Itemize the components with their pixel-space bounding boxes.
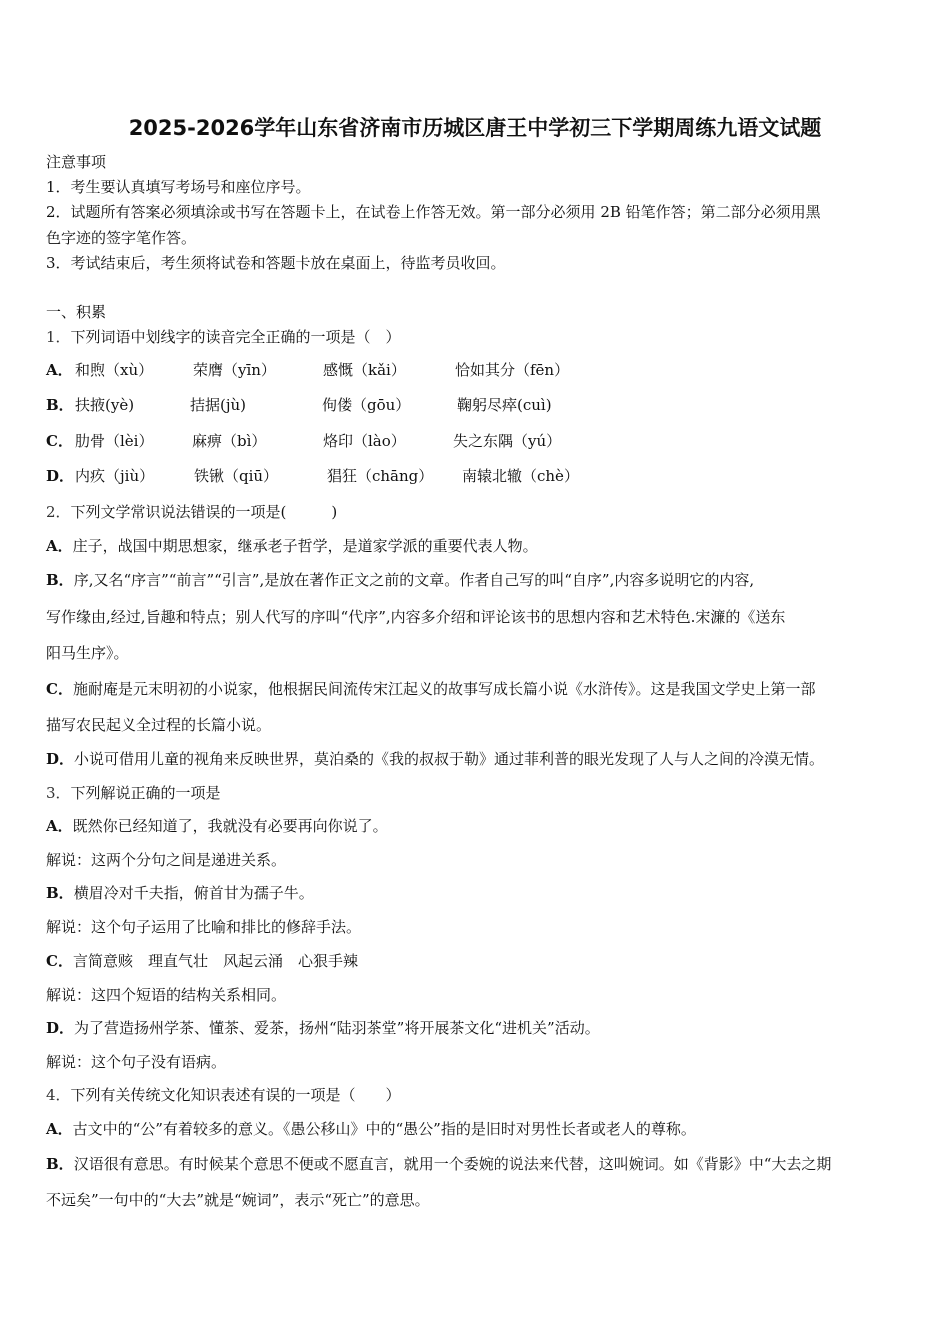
answer-line [46,816,388,836]
option-text: 描写农民起义全过程的长篇小说。 [46,716,272,734]
option-letter: B． [46,396,74,414]
option-word: 感慨（kǎi） [323,361,406,379]
answer-line [46,917,361,937]
question-number: 1． [46,328,71,346]
option-word: 鞠躬尽瘁(cuì) [457,396,552,414]
option-letter: D． [46,1019,75,1037]
option-word: 南辕北辙（chè） [462,467,579,485]
option-text: 横眉冷对千夫指，俯首甘为孺子牛。 [73,884,314,902]
option-word: 内疚（jiù） [75,467,155,485]
question-3-stem [46,783,221,803]
option-word: 恰如其分（fēn） [455,361,570,379]
option-text: 不远矣”一句中的“大去”就是“婉词”，表示“死亡”的意思。 [46,1191,430,1209]
question-number: 2． [46,503,71,521]
option-text: 为了营造扬州学茶、懂茶、爱茶，扬州“陆羽茶堂”将开展茶文化“进机关”活动。 [74,1019,600,1037]
answer-line [46,643,129,663]
option-text: 古文中的“公”有着较多的意义。《愚公移山》中的“愚公”指的是旧时对男性长者或老人的尊称。 [72,1120,696,1138]
notice-item: 色字迹的签字笔作答。 [46,229,197,247]
answer-line [46,985,286,1005]
option-letter: C． [46,680,73,698]
option-letter: A． [46,1120,73,1138]
option-letter: B． [46,571,74,589]
question-text: 下列有关传统文化知识表述有误的一项是（ ） [70,1086,401,1104]
option-text: 解说：这两个分句之间是递进关系。 [46,851,287,869]
option-text: 汉语很有意思。有时候某个意思不便或不愿直言，就用一个委婉的说法来代替，这叫婉词。如《背影》中“大去之期 [73,1155,832,1173]
answer-line [46,749,824,769]
question-text: 下列文学常识说法错误的一项是( ) [70,503,338,521]
option-text: 阳马生序》。 [46,644,129,662]
question-number: 3． [46,784,71,802]
notice-heading: 注意事项 [46,153,107,171]
option-text: 解说：这四个短语的结构关系相同。 [46,986,287,1004]
question-text: 下列解说正确的一项是 [70,784,221,802]
option-text: 言简意赅 理直气壮 风起云涌 心狠手辣 [72,952,358,970]
section-heading: 一、积累 [46,303,107,321]
option-letter: D． [46,750,75,768]
option-letter: C． [46,432,73,450]
answer-line [46,1018,600,1038]
option-letter: B． [46,884,74,902]
option-letter: A． [46,537,73,555]
answer-line [46,850,286,870]
option-text: 小说可借用儿童的视角来反映世界，莫泊桑的《我的叔叔于勒》通过菲利普的眼光发现了人与人之间的冷漠无情。 [74,750,825,768]
answer-line [46,607,785,627]
answer-line [46,1154,831,1174]
answer-line [46,1119,696,1139]
option-word: 荣膺（yīn） [193,361,276,379]
notice-item: 1．考生要认真填写考场号和座位序号。 [46,178,311,196]
notice-item: 3．考试结束后，考生须将试卷和答题卡放在桌面上，待监考员收回。 [46,254,506,272]
option-word: 佝偻（gōu） [322,396,411,414]
option-letter: B． [46,1155,74,1173]
option-text: 解说：这个句子运用了比喻和排比的修辞手法。 [46,918,362,936]
question-number: 4． [46,1086,71,1104]
page-title: 2025-2026学年山东省济南市历城区唐王中学初三下学期周练九语文试题 [128,116,822,140]
option-letter: A． [46,361,73,379]
question-1-stem [46,327,401,347]
notice-item: 2．试题所有答案必须填涂或书写在答题卡上，在试卷上作答无效。第一部分必须用 2B 铅笔作答；第二部分必须用黑 [46,203,821,221]
answer-line [46,679,815,699]
answer-line [46,715,271,735]
question-text: 下列词语中划线字的读音完全正确的一项是（ ） [70,328,401,346]
option-word: 肋骨（lèi） [75,432,154,450]
answer-line [46,570,754,590]
option-word: 和煦（xù） [75,361,154,379]
option-text: 序,又名“序言”“前言”“引言”,是放在著作正文之前的文章。作者自己写的叫“自序”,内容多说明它的内容, [73,571,755,589]
option-text: 庄子，战国中期思想家，继承老子哲学，是道家学派的重要代表人物。 [72,537,538,555]
option-word: 失之东隅（yú） [453,432,562,450]
answer-line [46,883,314,903]
option-letter: D． [46,467,75,485]
option-text: 施耐庵是元末明初的小说家，他根据民间流传宋江起义的故事写成长篇小说《水浒传》。这是我国文学史上第一部 [72,680,816,698]
question-2-stem [46,502,337,522]
answer-line [46,951,358,971]
option-word: 麻痹（bì） [192,432,267,450]
answer-line [46,536,538,556]
question-4-stem [46,1085,401,1105]
option-text: 既然你已经知道了，我就没有必要再向你说了。 [72,817,388,835]
option-letter: C． [46,952,73,970]
option-word: 铁锹（qiū） [194,467,279,485]
answer-line [46,1190,430,1210]
option-word: 拮据(jù) [190,396,247,414]
option-word: 烙印（lào） [323,432,406,450]
option-letter: A． [46,817,73,835]
option-text: 写作缘由,经过,旨趣和特点；别人代写的序叫“代序”,内容多介绍和评论该书的思想内容和艺术特色.宋濂的《送东 [46,608,786,626]
option-text: 解说：这个句子没有语病。 [46,1053,227,1071]
option-word: 扶掖(yè) [75,396,135,414]
option-word: 猖狂（chāng） [327,467,434,485]
answer-line [46,1052,226,1072]
